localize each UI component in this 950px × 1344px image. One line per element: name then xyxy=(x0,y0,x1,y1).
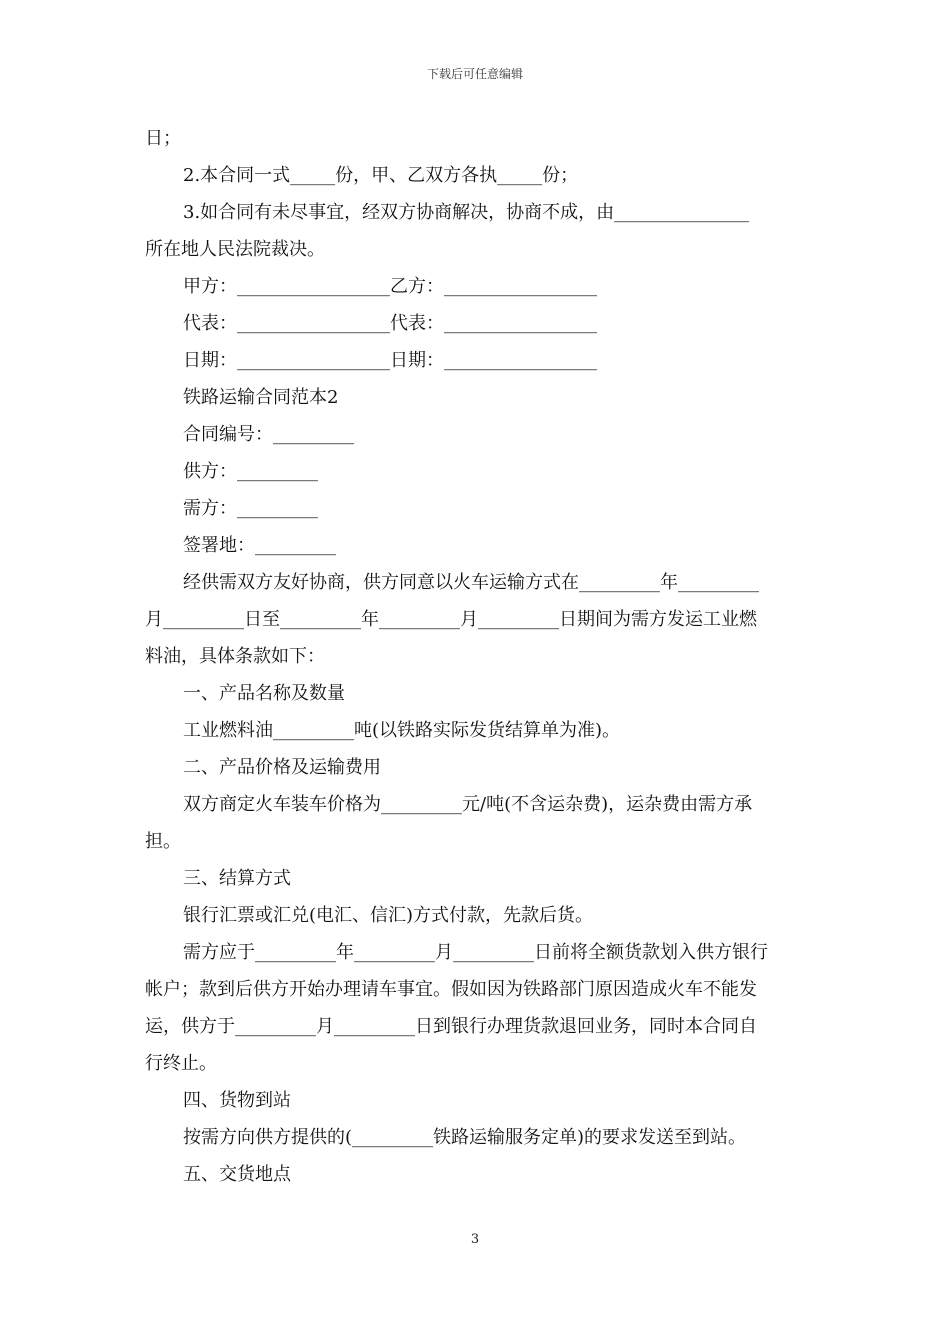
text-line: 运，供方于_________月_________日到银行办理货款退回业务，同时本合同自 xyxy=(145,1016,757,1037)
text-line: 铁路运输合同范本2 xyxy=(183,387,339,408)
text-line: 一、产品名称及数量 xyxy=(183,683,345,704)
text-line: 二、产品价格及运输费用 xyxy=(183,757,381,778)
text-line: 日期：_________________日期：_________________ xyxy=(183,350,597,371)
text-line: 需方应于_________年_________月_________日前将全额货款划入供方银行 xyxy=(183,942,768,963)
text-line: 料油，具体条款如下： xyxy=(145,646,325,667)
text-line: 工业燃料油_________吨(以铁路实际发货结算单为准)。 xyxy=(183,720,621,741)
document-body xyxy=(145,125,810,1198)
text-line: 合同编号：_________ xyxy=(183,424,354,445)
text-line: 行终止。 xyxy=(145,1053,217,1074)
text-line: 签署地：_________ xyxy=(183,535,336,556)
text-line: 3.如合同有未尽事宜，经双方协商解决，协商不成，由_______________ xyxy=(183,202,750,223)
text-line: 所在地人民法院裁决。 xyxy=(145,239,325,260)
text-line: 2.本合同一式_____份，甲、乙双方各执_____份； xyxy=(183,165,579,186)
text-line: 双方商定火车装车价格为_________元/吨(不含运杂费)，运杂费由需方承 xyxy=(183,794,753,815)
text-line: 经供需双方友好协商，供方同意以火车运输方式在_________年_________ xyxy=(183,572,759,593)
page-number: 3 xyxy=(470,1232,480,1247)
text-line: 五、交货地点 xyxy=(183,1164,291,1185)
text-line: 四、货物到站 xyxy=(183,1090,291,1111)
text-line: 代表：_________________代表：_________________ xyxy=(183,313,597,334)
text-line: 供方：_________ xyxy=(183,461,318,482)
text-line: 需方：_________ xyxy=(183,498,318,519)
page-header: 下载后可任意编辑 xyxy=(426,67,523,81)
text-line: 帐户；款到后供方开始办理请车事宜。假如因为铁路部门原因造成火车不能发 xyxy=(145,979,757,1000)
text-line: 银行汇票或汇兑(电汇、信汇)方式付款，先款后货。 xyxy=(183,905,594,926)
text-line: 三、结算方式 xyxy=(183,868,291,889)
text-line: 担。 xyxy=(145,831,181,852)
text-line: 月_________日至_________年_________月_________日期间为需方发运工业燃 xyxy=(145,609,757,630)
text-line: 日； xyxy=(145,128,181,149)
text-line: 甲方：_________________乙方：_________________ xyxy=(183,276,597,297)
text-line: 按需方向供方提供的(_________铁路运输服务定单)的要求发送至到站。 xyxy=(183,1127,747,1148)
